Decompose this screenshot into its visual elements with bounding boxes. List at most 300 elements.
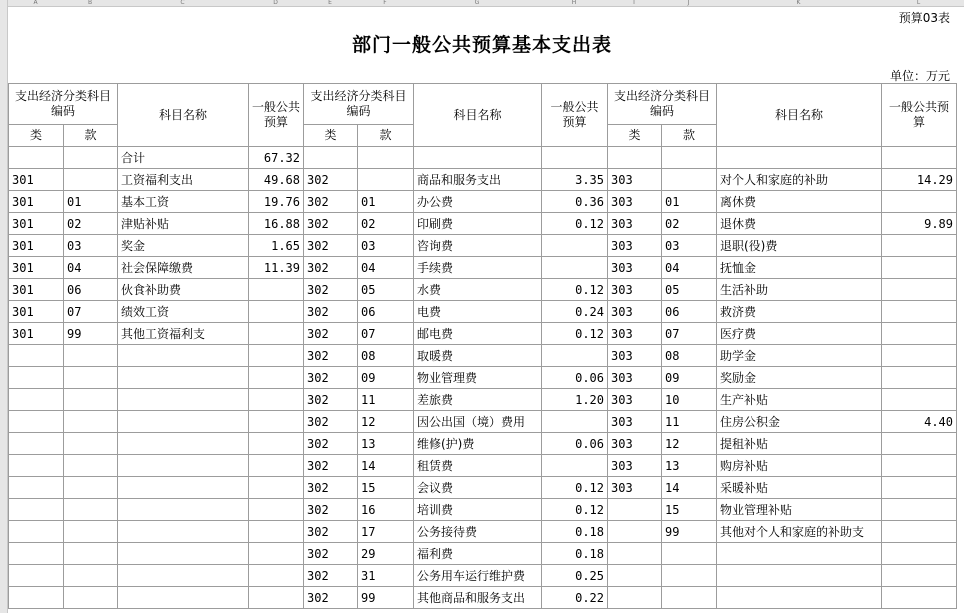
subject-name-cell[interactable]: 购房补贴 xyxy=(717,455,882,477)
amount-cell[interactable] xyxy=(882,389,957,411)
kuan-cell[interactable] xyxy=(64,147,118,169)
table-row xyxy=(9,411,957,433)
subject-name-cell[interactable]: 差旅费 xyxy=(414,389,542,411)
lei-cell[interactable] xyxy=(608,543,662,565)
kuan-cell[interactable] xyxy=(64,587,118,609)
table-row xyxy=(9,147,957,169)
kuan-cell[interactable]: 15 xyxy=(358,477,414,499)
amount-cell[interactable] xyxy=(882,521,957,543)
amount-cell[interactable] xyxy=(249,411,304,433)
lei-cell[interactable]: 301 xyxy=(9,235,64,257)
column-letter[interactable]: G xyxy=(474,0,480,6)
lei-header: 类 xyxy=(608,125,662,147)
subject-name-cell[interactable]: 电费 xyxy=(414,301,542,323)
subject-name-cell[interactable] xyxy=(717,147,882,169)
subject-name-cell[interactable]: 生产补贴 xyxy=(717,389,882,411)
amount-cell[interactable] xyxy=(882,323,957,345)
subject-name-cell[interactable]: 物业管理补贴 xyxy=(717,499,882,521)
amount-cell[interactable] xyxy=(882,455,957,477)
subject-name-cell[interactable]: 医疗费 xyxy=(717,323,882,345)
subject-name-cell[interactable] xyxy=(118,433,249,455)
amount-cell[interactable]: 11.39 xyxy=(249,257,304,279)
lei-cell[interactable] xyxy=(608,587,662,609)
amount-cell[interactable] xyxy=(882,499,957,521)
subject-name-cell[interactable]: 印刷费 xyxy=(414,213,542,235)
subject-name-cell[interactable] xyxy=(118,345,249,367)
subject-name-cell[interactable] xyxy=(118,565,249,587)
subject-name-header: 科目名称 xyxy=(414,84,542,147)
lei-cell[interactable]: 301 xyxy=(9,169,64,191)
column-letter[interactable]: I xyxy=(633,0,635,6)
table-row xyxy=(9,301,957,323)
kuan-cell[interactable]: 29 xyxy=(358,543,414,565)
kuan-cell[interactable]: 14 xyxy=(358,455,414,477)
subject-name-header: 科目名称 xyxy=(717,84,882,147)
lei-cell[interactable]: 303 xyxy=(608,345,662,367)
amount-cell[interactable] xyxy=(882,587,957,609)
lei-cell[interactable]: 301 xyxy=(9,279,64,301)
amount-cell[interactable]: 0.36 xyxy=(542,191,608,213)
kuan-cell[interactable]: 99 xyxy=(64,323,118,345)
lei-cell[interactable]: 303 xyxy=(608,169,662,191)
subject-name-cell[interactable] xyxy=(118,367,249,389)
subject-name-cell[interactable]: 伙食补助费 xyxy=(118,279,249,301)
kuan-cell[interactable]: 01 xyxy=(358,191,414,213)
column-letter[interactable]: H xyxy=(571,0,577,6)
kuan-cell[interactable] xyxy=(64,389,118,411)
kuan-cell[interactable]: 13 xyxy=(662,455,717,477)
lei-cell[interactable] xyxy=(608,499,662,521)
subject-name-cell[interactable]: 助学金 xyxy=(717,345,882,367)
lei-cell[interactable]: 302 xyxy=(304,543,358,565)
lei-cell[interactable] xyxy=(9,499,64,521)
subject-name-cell[interactable] xyxy=(118,521,249,543)
amount-cell[interactable] xyxy=(882,543,957,565)
kuan-cell[interactable]: 05 xyxy=(358,279,414,301)
kuan-cell[interactable]: 14 xyxy=(662,477,717,499)
amount-cell[interactable] xyxy=(249,499,304,521)
kuan-cell[interactable]: 09 xyxy=(358,367,414,389)
table-row xyxy=(9,367,957,389)
kuan-cell[interactable] xyxy=(662,587,717,609)
lei-cell[interactable]: 302 xyxy=(304,521,358,543)
lei-cell[interactable]: 303 xyxy=(608,257,662,279)
lei-cell[interactable]: 302 xyxy=(304,477,358,499)
lei-cell[interactable]: 302 xyxy=(304,345,358,367)
subject-name-cell[interactable]: 退休费 xyxy=(717,213,882,235)
amount-cell[interactable]: 0.25 xyxy=(542,565,608,587)
unit-label: 单位：万元 xyxy=(889,69,950,83)
amount-cell[interactable] xyxy=(249,455,304,477)
kuan-cell[interactable] xyxy=(64,455,118,477)
amount-header: 一般公共预算 xyxy=(882,84,957,147)
kuan-cell[interactable]: 08 xyxy=(358,345,414,367)
subject-name-cell[interactable]: 邮电费 xyxy=(414,323,542,345)
column-letter[interactable]: C xyxy=(180,0,185,6)
lei-cell[interactable]: 301 xyxy=(9,213,64,235)
lei-cell[interactable] xyxy=(9,455,64,477)
lei-cell[interactable]: 303 xyxy=(608,455,662,477)
amount-cell[interactable]: 0.18 xyxy=(542,543,608,565)
subject-name-cell[interactable]: 手续费 xyxy=(414,257,542,279)
kuan-cell[interactable]: 99 xyxy=(662,521,717,543)
subject-name-cell[interactable]: 住房公积金 xyxy=(717,411,882,433)
kuan-cell[interactable]: 15 xyxy=(662,499,717,521)
lei-cell[interactable] xyxy=(608,521,662,543)
amount-cell[interactable]: 9.89 xyxy=(882,213,957,235)
column-letter[interactable]: E xyxy=(328,0,332,6)
amount-cell[interactable]: 1.20 xyxy=(542,389,608,411)
amount-cell[interactable] xyxy=(882,235,957,257)
lei-cell[interactable] xyxy=(9,367,64,389)
amount-cell[interactable] xyxy=(249,301,304,323)
table-row xyxy=(9,213,957,235)
kuan-cell[interactable]: 11 xyxy=(358,389,414,411)
column-letter[interactable]: F xyxy=(383,0,387,6)
page-title: 部门一般公共预算基本支出表 xyxy=(351,34,612,56)
table-row xyxy=(9,345,957,367)
subject-name-cell[interactable] xyxy=(717,587,882,609)
kuan-cell[interactable] xyxy=(64,411,118,433)
lei-cell[interactable]: 301 xyxy=(9,323,64,345)
lei-cell[interactable]: 302 xyxy=(304,213,358,235)
lei-cell[interactable]: 303 xyxy=(608,279,662,301)
lei-cell[interactable]: 303 xyxy=(608,389,662,411)
kuan-cell[interactable]: 03 xyxy=(64,235,118,257)
subject-name-cell[interactable]: 办公费 xyxy=(414,191,542,213)
amount-cell[interactable] xyxy=(249,477,304,499)
amount-cell[interactable]: 0.06 xyxy=(542,433,608,455)
amount-cell[interactable] xyxy=(882,279,957,301)
amount-cell[interactable] xyxy=(249,345,304,367)
kuan-cell[interactable] xyxy=(662,543,717,565)
amount-cell[interactable]: 3.35 xyxy=(542,169,608,191)
lei-cell[interactable]: 303 xyxy=(608,411,662,433)
lei-header: 类 xyxy=(304,125,358,147)
lei-cell[interactable]: 301 xyxy=(9,301,64,323)
amount-cell[interactable]: 67.32 xyxy=(249,147,304,169)
kuan-cell[interactable]: 02 xyxy=(358,213,414,235)
amount-cell[interactable]: 1.65 xyxy=(249,235,304,257)
lei-cell[interactable]: 302 xyxy=(304,279,358,301)
subject-name-cell[interactable]: 工资福利支出 xyxy=(118,169,249,191)
column-letter[interactable]: A xyxy=(33,0,38,6)
subject-name-cell[interactable]: 奖金 xyxy=(118,235,249,257)
kuan-cell[interactable] xyxy=(662,169,717,191)
kuan-cell[interactable]: 16 xyxy=(358,499,414,521)
kuan-cell[interactable]: 09 xyxy=(662,367,717,389)
lei-cell[interactable] xyxy=(9,565,64,587)
kuan-cell[interactable] xyxy=(64,521,118,543)
amount-cell[interactable] xyxy=(542,147,608,169)
kuan-cell[interactable]: 13 xyxy=(358,433,414,455)
kuan-cell[interactable]: 17 xyxy=(358,521,414,543)
subject-name-cell[interactable] xyxy=(118,499,249,521)
amount-cell[interactable]: 0.12 xyxy=(542,279,608,301)
table-row xyxy=(9,587,957,609)
kuan-cell[interactable]: 04 xyxy=(64,257,118,279)
subject-name-cell[interactable]: 奖励金 xyxy=(717,367,882,389)
kuan-cell[interactable]: 02 xyxy=(662,213,717,235)
amount-cell[interactable]: 49.68 xyxy=(249,169,304,191)
subject-name-cell[interactable]: 津贴补贴 xyxy=(118,213,249,235)
amount-cell[interactable] xyxy=(249,587,304,609)
lei-cell[interactable]: 303 xyxy=(608,191,662,213)
lei-cell[interactable]: 302 xyxy=(304,433,358,455)
kuan-cell[interactable] xyxy=(64,169,118,191)
kuan-cell[interactable] xyxy=(64,477,118,499)
lei-cell[interactable]: 302 xyxy=(304,565,358,587)
subject-name-cell[interactable]: 生活补助 xyxy=(717,279,882,301)
subject-name-cell[interactable]: 会议费 xyxy=(414,477,542,499)
amount-cell[interactable] xyxy=(249,367,304,389)
amount-cell[interactable] xyxy=(542,235,608,257)
kuan-cell[interactable] xyxy=(64,543,118,565)
lei-cell[interactable]: 303 xyxy=(608,301,662,323)
amount-cell[interactable] xyxy=(882,345,957,367)
kuan-cell[interactable]: 03 xyxy=(358,235,414,257)
row-header-bar xyxy=(0,0,8,613)
subject-name-cell[interactable]: 抚恤金 xyxy=(717,257,882,279)
lei-cell[interactable] xyxy=(9,521,64,543)
subject-name-cell[interactable]: 其他对个人和家庭的补助支 xyxy=(717,521,882,543)
lei-cell[interactable]: 302 xyxy=(304,323,358,345)
subject-name-cell[interactable]: 社会保障缴费 xyxy=(118,257,249,279)
amount-cell[interactable]: 0.24 xyxy=(542,301,608,323)
subject-name-cell[interactable]: 其他工资福利支 xyxy=(118,323,249,345)
kuan-cell[interactable] xyxy=(64,499,118,521)
subject-name-cell[interactable]: 商品和服务支出 xyxy=(414,169,542,191)
table-row xyxy=(9,235,957,257)
lei-cell[interactable]: 303 xyxy=(608,323,662,345)
lei-cell[interactable] xyxy=(9,389,64,411)
amount-cell[interactable]: 0.12 xyxy=(542,323,608,345)
kuan-cell[interactable] xyxy=(358,169,414,191)
subject-name-cell[interactable]: 离休费 xyxy=(717,191,882,213)
subject-name-cell[interactable] xyxy=(118,587,249,609)
lei-cell[interactable]: 303 xyxy=(608,235,662,257)
lei-cell[interactable]: 303 xyxy=(608,367,662,389)
lei-cell[interactable] xyxy=(9,345,64,367)
table-row xyxy=(9,433,957,455)
kuan-cell[interactable]: 01 xyxy=(662,191,717,213)
amount-cell[interactable] xyxy=(542,257,608,279)
lei-cell[interactable]: 302 xyxy=(304,587,358,609)
kuan-cell[interactable]: 11 xyxy=(662,411,717,433)
header-row xyxy=(9,84,957,125)
table-row xyxy=(9,521,957,543)
lei-cell[interactable]: 303 xyxy=(608,477,662,499)
lei-cell[interactable]: 301 xyxy=(9,257,64,279)
kuan-cell[interactable]: 06 xyxy=(662,301,717,323)
kuan-cell[interactable]: 07 xyxy=(358,323,414,345)
lei-cell[interactable] xyxy=(9,543,64,565)
subject-name-cell[interactable]: 基本工资 xyxy=(118,191,249,213)
lei-cell[interactable]: 302 xyxy=(304,455,358,477)
kuan-cell[interactable]: 02 xyxy=(64,213,118,235)
amount-cell[interactable]: 0.12 xyxy=(542,499,608,521)
lei-cell[interactable]: 302 xyxy=(304,257,358,279)
lei-cell[interactable]: 302 xyxy=(304,367,358,389)
lei-cell[interactable] xyxy=(9,477,64,499)
table-row xyxy=(9,323,957,345)
kuan-cell[interactable]: 12 xyxy=(358,411,414,433)
subject-name-cell[interactable]: 救济费 xyxy=(717,301,882,323)
lei-cell[interactable]: 303 xyxy=(608,213,662,235)
kuan-header: 款 xyxy=(662,125,717,147)
form-number: 预算03表 xyxy=(898,11,950,25)
kuan-cell[interactable]: 06 xyxy=(64,279,118,301)
kuan-cell[interactable]: 12 xyxy=(662,433,717,455)
kuan-cell[interactable]: 07 xyxy=(64,301,118,323)
amount-cell[interactable] xyxy=(249,521,304,543)
amount-cell[interactable] xyxy=(882,477,957,499)
lei-cell[interactable]: 302 xyxy=(304,389,358,411)
lei-cell[interactable]: 301 xyxy=(9,191,64,213)
table-row xyxy=(9,499,957,521)
lei-cell[interactable] xyxy=(9,433,64,455)
amount-cell[interactable] xyxy=(542,345,608,367)
amount-cell[interactable]: 19.76 xyxy=(249,191,304,213)
amount-header: 一般公共预算 xyxy=(542,84,608,147)
amount-cell[interactable] xyxy=(249,279,304,301)
amount-cell[interactable] xyxy=(882,191,957,213)
subject-name-cell[interactable]: 咨询费 xyxy=(414,235,542,257)
subject-name-cell[interactable] xyxy=(118,477,249,499)
table-row xyxy=(9,455,957,477)
lei-cell[interactable] xyxy=(9,147,64,169)
subject-name-cell[interactable]: 采暖补贴 xyxy=(717,477,882,499)
amount-cell[interactable] xyxy=(882,301,957,323)
kuan-cell[interactable] xyxy=(64,367,118,389)
kuan-header: 款 xyxy=(64,125,118,147)
subject-name-cell[interactable]: 培训费 xyxy=(414,499,542,521)
subject-name-cell[interactable] xyxy=(118,389,249,411)
kuan-cell[interactable]: 03 xyxy=(662,235,717,257)
kuan-cell[interactable] xyxy=(662,565,717,587)
subject-name-cell[interactable]: 维修(护)费 xyxy=(414,433,542,455)
subject-name-cell[interactable]: 退职(役)费 xyxy=(717,235,882,257)
kuan-cell[interactable] xyxy=(358,147,414,169)
amount-cell[interactable] xyxy=(249,565,304,587)
subject-name-cell[interactable]: 因公出国（境）费用 xyxy=(414,411,542,433)
subject-name-header: 科目名称 xyxy=(118,84,249,147)
subject-name-cell[interactable]: 其他商品和服务支出 xyxy=(414,587,542,609)
lei-cell[interactable]: 302 xyxy=(304,499,358,521)
amount-cell[interactable]: 0.12 xyxy=(542,213,608,235)
lei-cell[interactable] xyxy=(9,587,64,609)
kuan-cell[interactable]: 05 xyxy=(662,279,717,301)
amount-cell[interactable]: 0.18 xyxy=(542,521,608,543)
column-letter[interactable]: L xyxy=(916,0,921,6)
amount-cell[interactable]: 0.06 xyxy=(542,367,608,389)
table-row xyxy=(9,477,957,499)
amount-cell[interactable] xyxy=(882,257,957,279)
lei-cell[interactable]: 302 xyxy=(304,169,358,191)
lei-cell[interactable]: 302 xyxy=(304,301,358,323)
table-row xyxy=(9,279,957,301)
subject-name-cell[interactable] xyxy=(118,455,249,477)
lei-cell[interactable]: 303 xyxy=(608,433,662,455)
subject-name-cell[interactable] xyxy=(414,147,542,169)
subject-name-cell[interactable]: 公务接待费 xyxy=(414,521,542,543)
subject-name-cell[interactable]: 合计 xyxy=(118,147,249,169)
kuan-cell[interactable]: 08 xyxy=(662,345,717,367)
subject-name-cell[interactable] xyxy=(717,565,882,587)
kuan-header: 款 xyxy=(358,125,414,147)
kuan-cell[interactable]: 01 xyxy=(64,191,118,213)
lei-cell[interactable]: 302 xyxy=(304,235,358,257)
table-body xyxy=(9,147,957,609)
amount-cell[interactable] xyxy=(882,147,957,169)
amount-cell[interactable]: 4.40 xyxy=(882,411,957,433)
kuan-cell[interactable] xyxy=(662,147,717,169)
kuan-cell[interactable] xyxy=(64,433,118,455)
column-letter[interactable]: J xyxy=(687,0,690,6)
lei-cell[interactable]: 302 xyxy=(304,411,358,433)
subject-name-cell[interactable]: 物业管理费 xyxy=(414,367,542,389)
kuan-cell[interactable]: 07 xyxy=(662,323,717,345)
econ-code-header: 支出经济分类科目编码 xyxy=(9,84,118,125)
column-header-bar xyxy=(0,0,964,7)
subject-name-cell[interactable]: 对个人和家庭的补助 xyxy=(717,169,882,191)
subject-name-cell[interactable]: 租赁费 xyxy=(414,455,542,477)
subject-name-cell[interactable] xyxy=(118,543,249,565)
amount-cell[interactable] xyxy=(249,543,304,565)
amount-cell[interactable] xyxy=(249,323,304,345)
subject-name-cell[interactable]: 福利费 xyxy=(414,543,542,565)
amount-cell[interactable]: 14.29 xyxy=(882,169,957,191)
kuan-cell[interactable]: 31 xyxy=(358,565,414,587)
column-letter[interactable]: D xyxy=(273,0,278,6)
subject-name-cell[interactable]: 绩效工资 xyxy=(118,301,249,323)
amount-cell[interactable] xyxy=(882,433,957,455)
lei-cell[interactable] xyxy=(304,147,358,169)
kuan-cell[interactable]: 04 xyxy=(358,257,414,279)
subject-name-cell[interactable] xyxy=(118,411,249,433)
table-row xyxy=(9,191,957,213)
amount-cell[interactable] xyxy=(249,389,304,411)
amount-cell[interactable] xyxy=(249,433,304,455)
budget-table xyxy=(8,83,957,609)
subject-name-cell[interactable] xyxy=(717,543,882,565)
subject-name-cell[interactable]: 取暖费 xyxy=(414,345,542,367)
lei-cell[interactable] xyxy=(608,565,662,587)
kuan-cell[interactable]: 04 xyxy=(662,257,717,279)
subject-name-cell[interactable]: 水费 xyxy=(414,279,542,301)
amount-cell[interactable]: 0.22 xyxy=(542,587,608,609)
amount-cell[interactable] xyxy=(542,411,608,433)
subject-name-cell[interactable]: 提租补贴 xyxy=(717,433,882,455)
subject-name-cell[interactable]: 公务用车运行维护费 xyxy=(414,565,542,587)
kuan-cell[interactable]: 10 xyxy=(662,389,717,411)
kuan-cell[interactable] xyxy=(64,345,118,367)
kuan-cell[interactable]: 99 xyxy=(358,587,414,609)
amount-cell[interactable] xyxy=(882,367,957,389)
column-letter[interactable]: B xyxy=(87,0,93,6)
amount-cell[interactable] xyxy=(542,455,608,477)
kuan-cell[interactable] xyxy=(64,565,118,587)
amount-cell[interactable]: 0.12 xyxy=(542,477,608,499)
column-letter[interactable]: K xyxy=(796,0,801,6)
lei-cell[interactable] xyxy=(9,411,64,433)
kuan-cell[interactable]: 06 xyxy=(358,301,414,323)
lei-cell[interactable]: 302 xyxy=(304,191,358,213)
lei-cell[interactable] xyxy=(608,147,662,169)
amount-cell[interactable]: 16.88 xyxy=(249,213,304,235)
amount-cell[interactable] xyxy=(882,565,957,587)
lei-header: 类 xyxy=(9,125,64,147)
